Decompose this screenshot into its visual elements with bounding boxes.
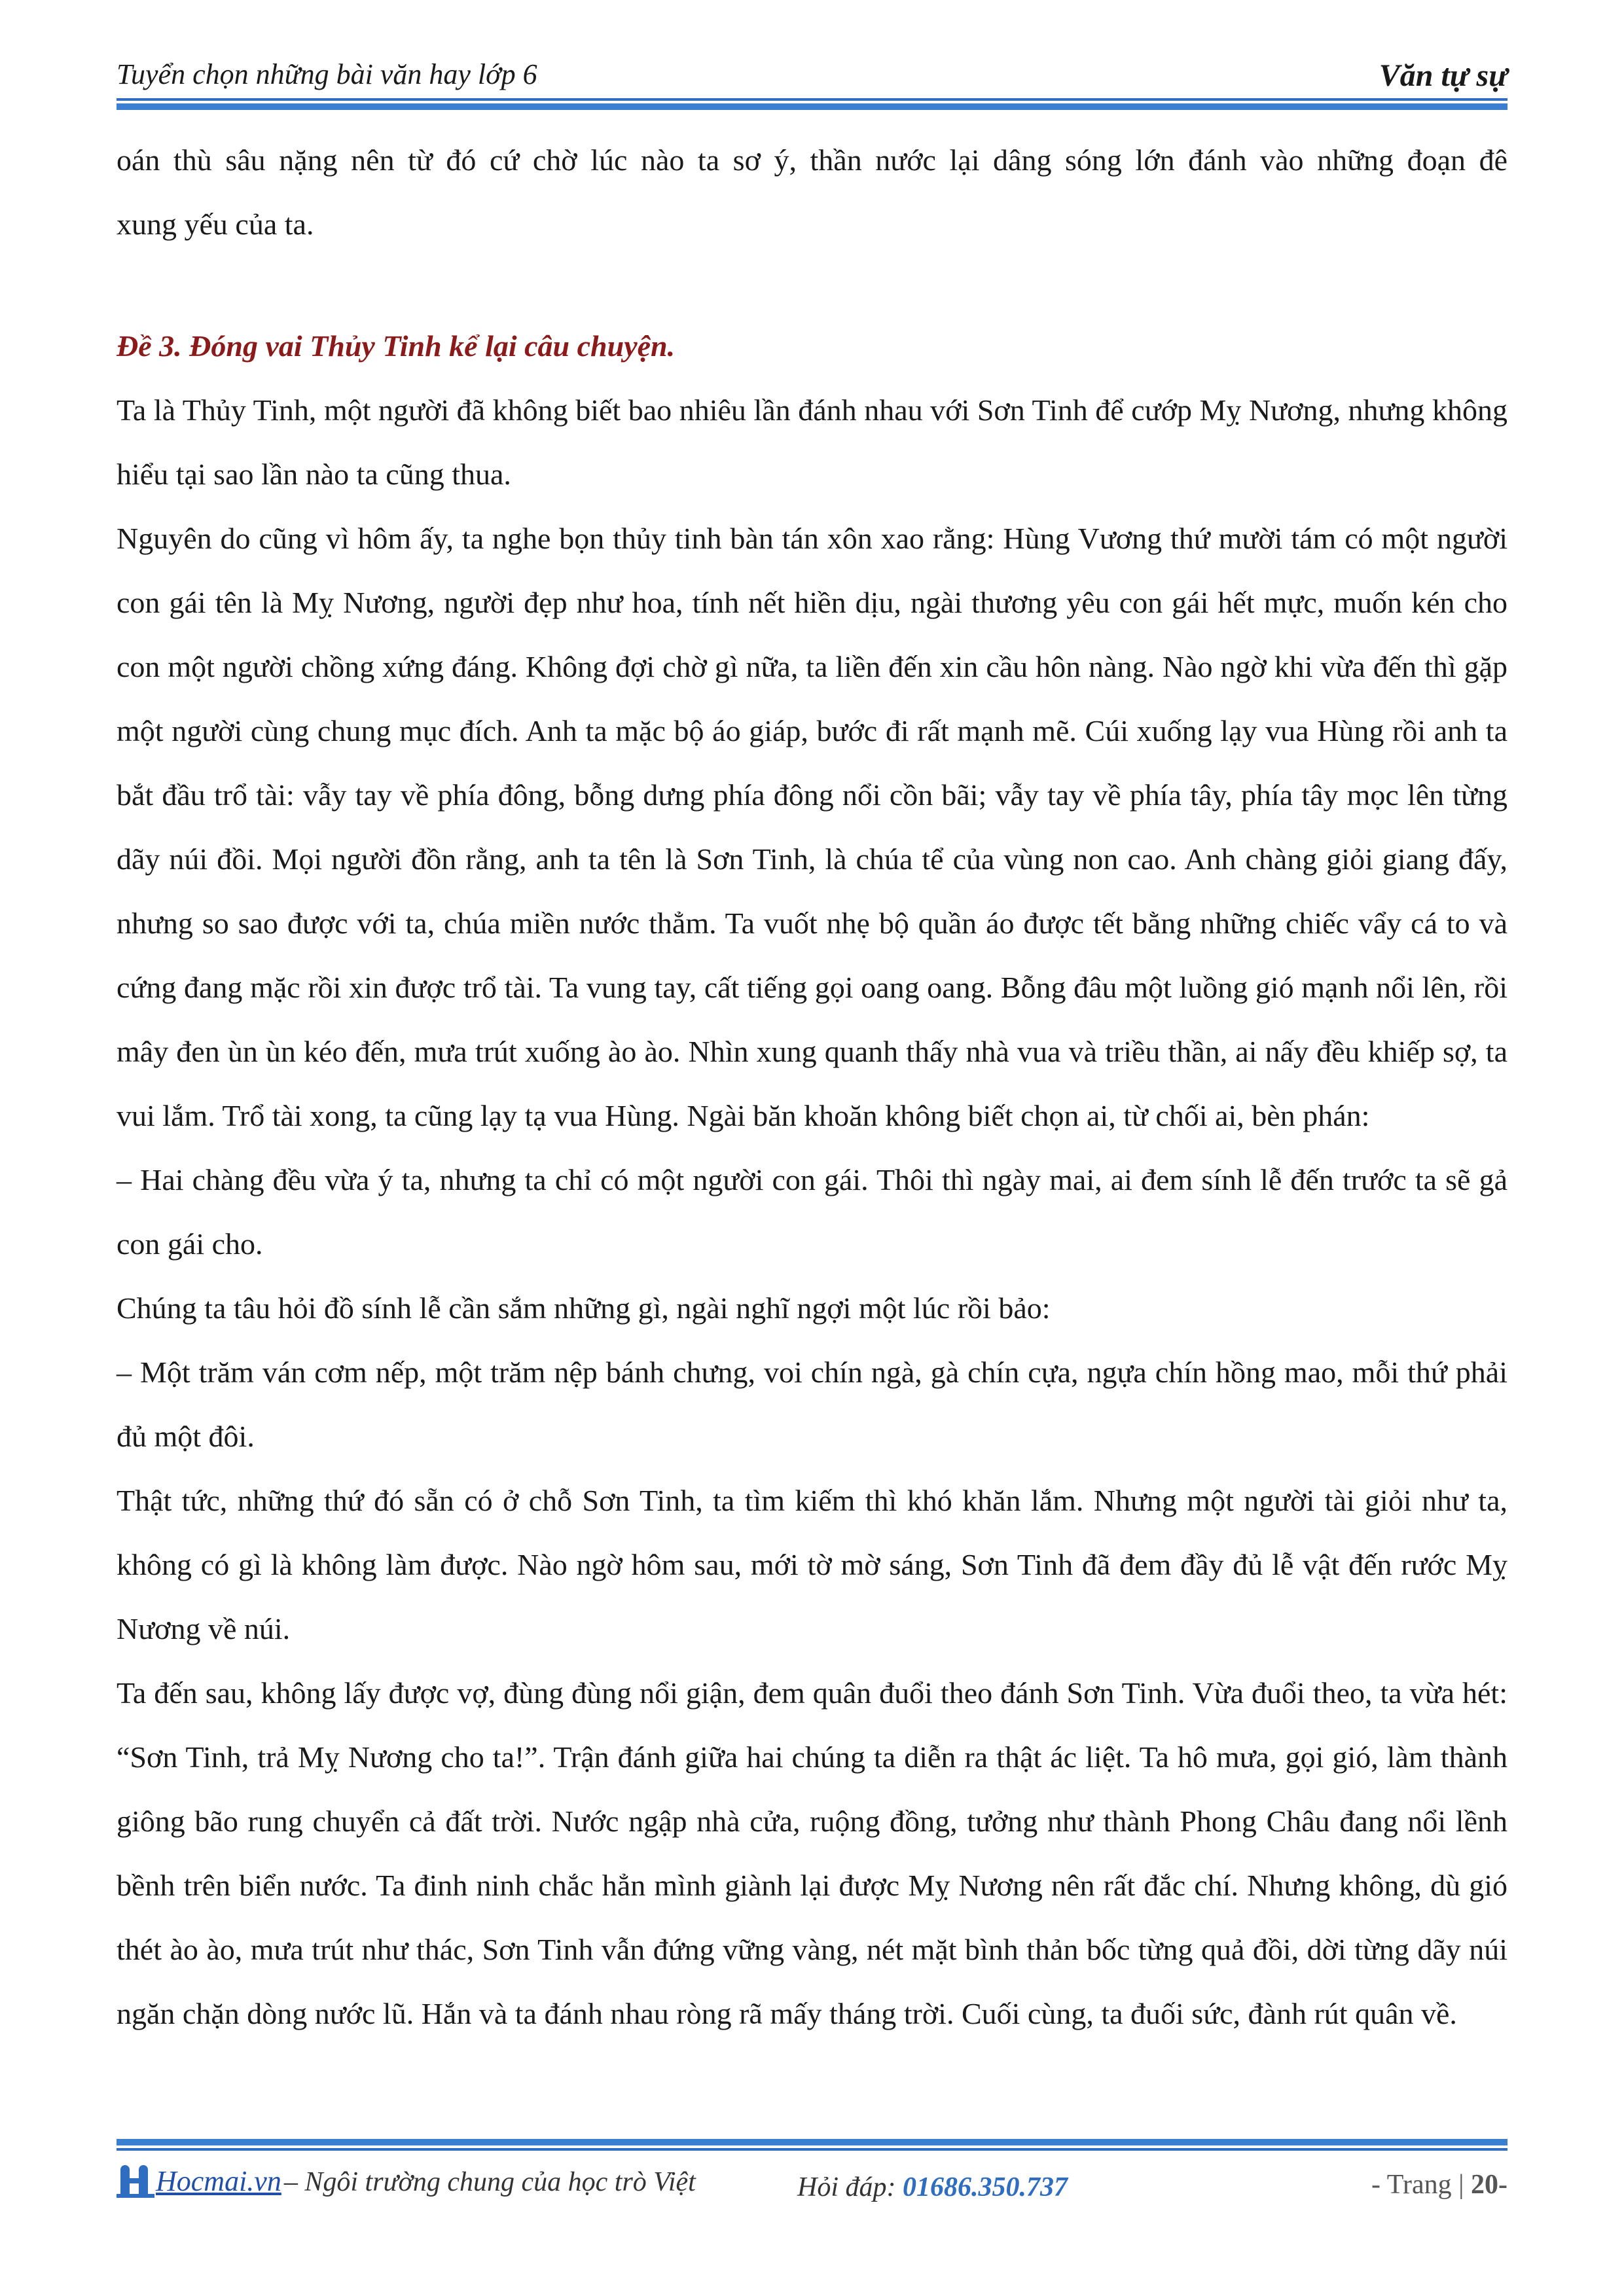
header-rule-thick bbox=[117, 103, 1507, 110]
paragraph-3: – Hai chàng đều vừa ý ta, nhưng ta chỉ có một người con gái. Thôi thì ngày mai, ai đem sính lễ đến trước ta sẽ gả con gái cho. bbox=[117, 1163, 1507, 1261]
paragraph-2: Nguyên do cũng vì hôm ấy, ta nghe bọn thủy tinh bàn tán xôn xao rằng: Hùng Vương thứ mười tám có một người con gái tên là Mỵ Nương, người đẹp như hoa, tính nết hiền dịu, ngài thương yêu con gái hết mực, muốn kén cho con một người chồng xứng đáng. Không đợi chờ gì nữa, ta liền đến xin cầu hôn nàng. Nào ngờ khi vừa đến thì gặp một người cùng chung mục đích. Anh ta mặc bộ áo giáp, bước đi rất mạnh mẽ. Cúi xuống lạy vua Hùng rồi anh ta bắt đầu trổ tài: vẫy tay về phía đông, bỗng dưng phía đông nổi cồn bãi; vẫy tay về phía tây, phía tây mọc lên từng dãy núi đồi. Mọi người đồn rằng, anh ta tên là Sơn Tinh, là chúa tể của vùng non cao. Anh chàng giỏi giang đấy, nhưng so sao được với ta, chúa miền nước thẳm. Ta vuốt nhẹ bộ quần áo được tết bằng những chiếc vẩy cá to và cứng đang mặc rồi xin được trổ tài. Ta vung tay, cất tiếng gọi oang oang. Bỗng đâu một luồng gió mạnh nổi lên, rồi mây đen ùn ùn kéo đến, mưa trút xuống ào ào. Nhìn xung quanh thấy nhà vua và triều thần, ai nấy đều khiếp sợ, ta vui lắm. Trổ tài xong, ta cũng lạy tạ vua Hùng. Ngài băn khoăn không biết chọn ai, từ chối ai, bèn phán: bbox=[117, 522, 1507, 1132]
hotline-label: Hỏi đáp: bbox=[797, 2172, 903, 2202]
paragraph-1: Ta là Thủy Tinh, một người đã không biết bao nhiêu lần đánh nhau với Sơn Tinh để cướp Mỵ Nương, nhưng không hiểu tại sao lần nào ta cũng thua. bbox=[117, 393, 1507, 491]
page-number-block bbox=[1371, 2169, 1507, 2200]
footer-rule-thin bbox=[117, 2148, 1507, 2151]
hocmai-logo-icon bbox=[117, 2162, 154, 2198]
page-footer bbox=[117, 2160, 1507, 2212]
section-heading: Đề 3. Đóng vai Thủy Tinh kể lại câu chuyện. bbox=[117, 329, 676, 363]
intro-line-2: xung yếu của ta. bbox=[117, 207, 314, 241]
paragraph-4: Chúng ta tâu hỏi đồ sính lễ cần sắm những gì, ngài nghĩ ngợi một lúc rồi bảo: bbox=[117, 1291, 1051, 1325]
paragraph-6: Thật tức, những thứ đó sẵn có ở chỗ Sơn Tinh, ta tìm kiếm thì khó khăn lắm. Nhưng một người tài giỏi như ta, không có gì là không làm được. Nào ngờ hôm sau, mới tờ mờ sáng, Sơn Tinh đã đem đầy đủ lễ vật đến rước Mỵ Nương về núi. bbox=[117, 1484, 1507, 1645]
paragraph-7: Ta đến sau, không lấy được vợ, đùng đùng nổi giận, đem quân đuổi theo đánh Sơn Tinh. Vừa đuổi theo, ta vừa hét: “Sơn Tinh, trả Mỵ Nương cho ta!”. Trận đánh giữa hai chúng ta diễn ra thật ác liệt. Ta hô mưa, gọi gió, làm thành giông bão rung chuyển cả đất trời. Nước ngập nhà cửa, ruộng đồng, tưởng như thành Phong Châu đang nổi lềnh bềnh trên biển nước. Ta đinh ninh chắc hẳn mình giành lại được Mỵ Nương nên rất đắc chí. Nhưng không, dù gió thét ào ào, mưa trút như thác, Sơn Tinh vẫn đứng vững vàng, nét mặt bình thản bốc từng quả đồi, dời từng dãy núi ngăn chặn dòng nước lũ. Hắn và ta đánh nhau ròng rã mấy tháng trời. Cuối cùng, ta đuối sức, đành rút quân về. bbox=[117, 1676, 1507, 2030]
intro-line-1: oán thù sâu nặng nên từ đó cứ chờ lúc nào ta sơ ý, thần nước lại dâng sóng lớn đánh vào những đoạn đê bbox=[117, 143, 1507, 177]
footer-rule-thick bbox=[117, 2139, 1507, 2145]
site-link[interactable]: Hocmai.vn bbox=[156, 2165, 281, 2197]
footer-brand bbox=[117, 2162, 696, 2198]
header-rule-thin bbox=[117, 98, 1507, 101]
footer-slogan: – Ngôi trường chung của học trò Việt bbox=[283, 2167, 696, 2197]
paragraph-5: – Một trăm ván cơm nếp, một trăm nệp bánh chưng, voi chín ngà, gà chín cựa, ngựa chín hồng mao, mỗi thứ phải đủ một đôi. bbox=[117, 1355, 1507, 1453]
hotline-block bbox=[797, 2172, 1068, 2203]
section-gap bbox=[117, 257, 1507, 314]
document-series-title: Tuyển chọn những bài văn hay lớp 6 bbox=[117, 58, 537, 90]
document-body bbox=[117, 128, 1507, 2046]
hotline-number: 01686.350.737 bbox=[903, 2172, 1068, 2202]
document-genre-title: Văn tự sự bbox=[1379, 58, 1507, 93]
page-label: - Trang | bbox=[1371, 2170, 1471, 2200]
page-header bbox=[117, 54, 1507, 99]
page-number: 20- bbox=[1471, 2170, 1507, 2200]
